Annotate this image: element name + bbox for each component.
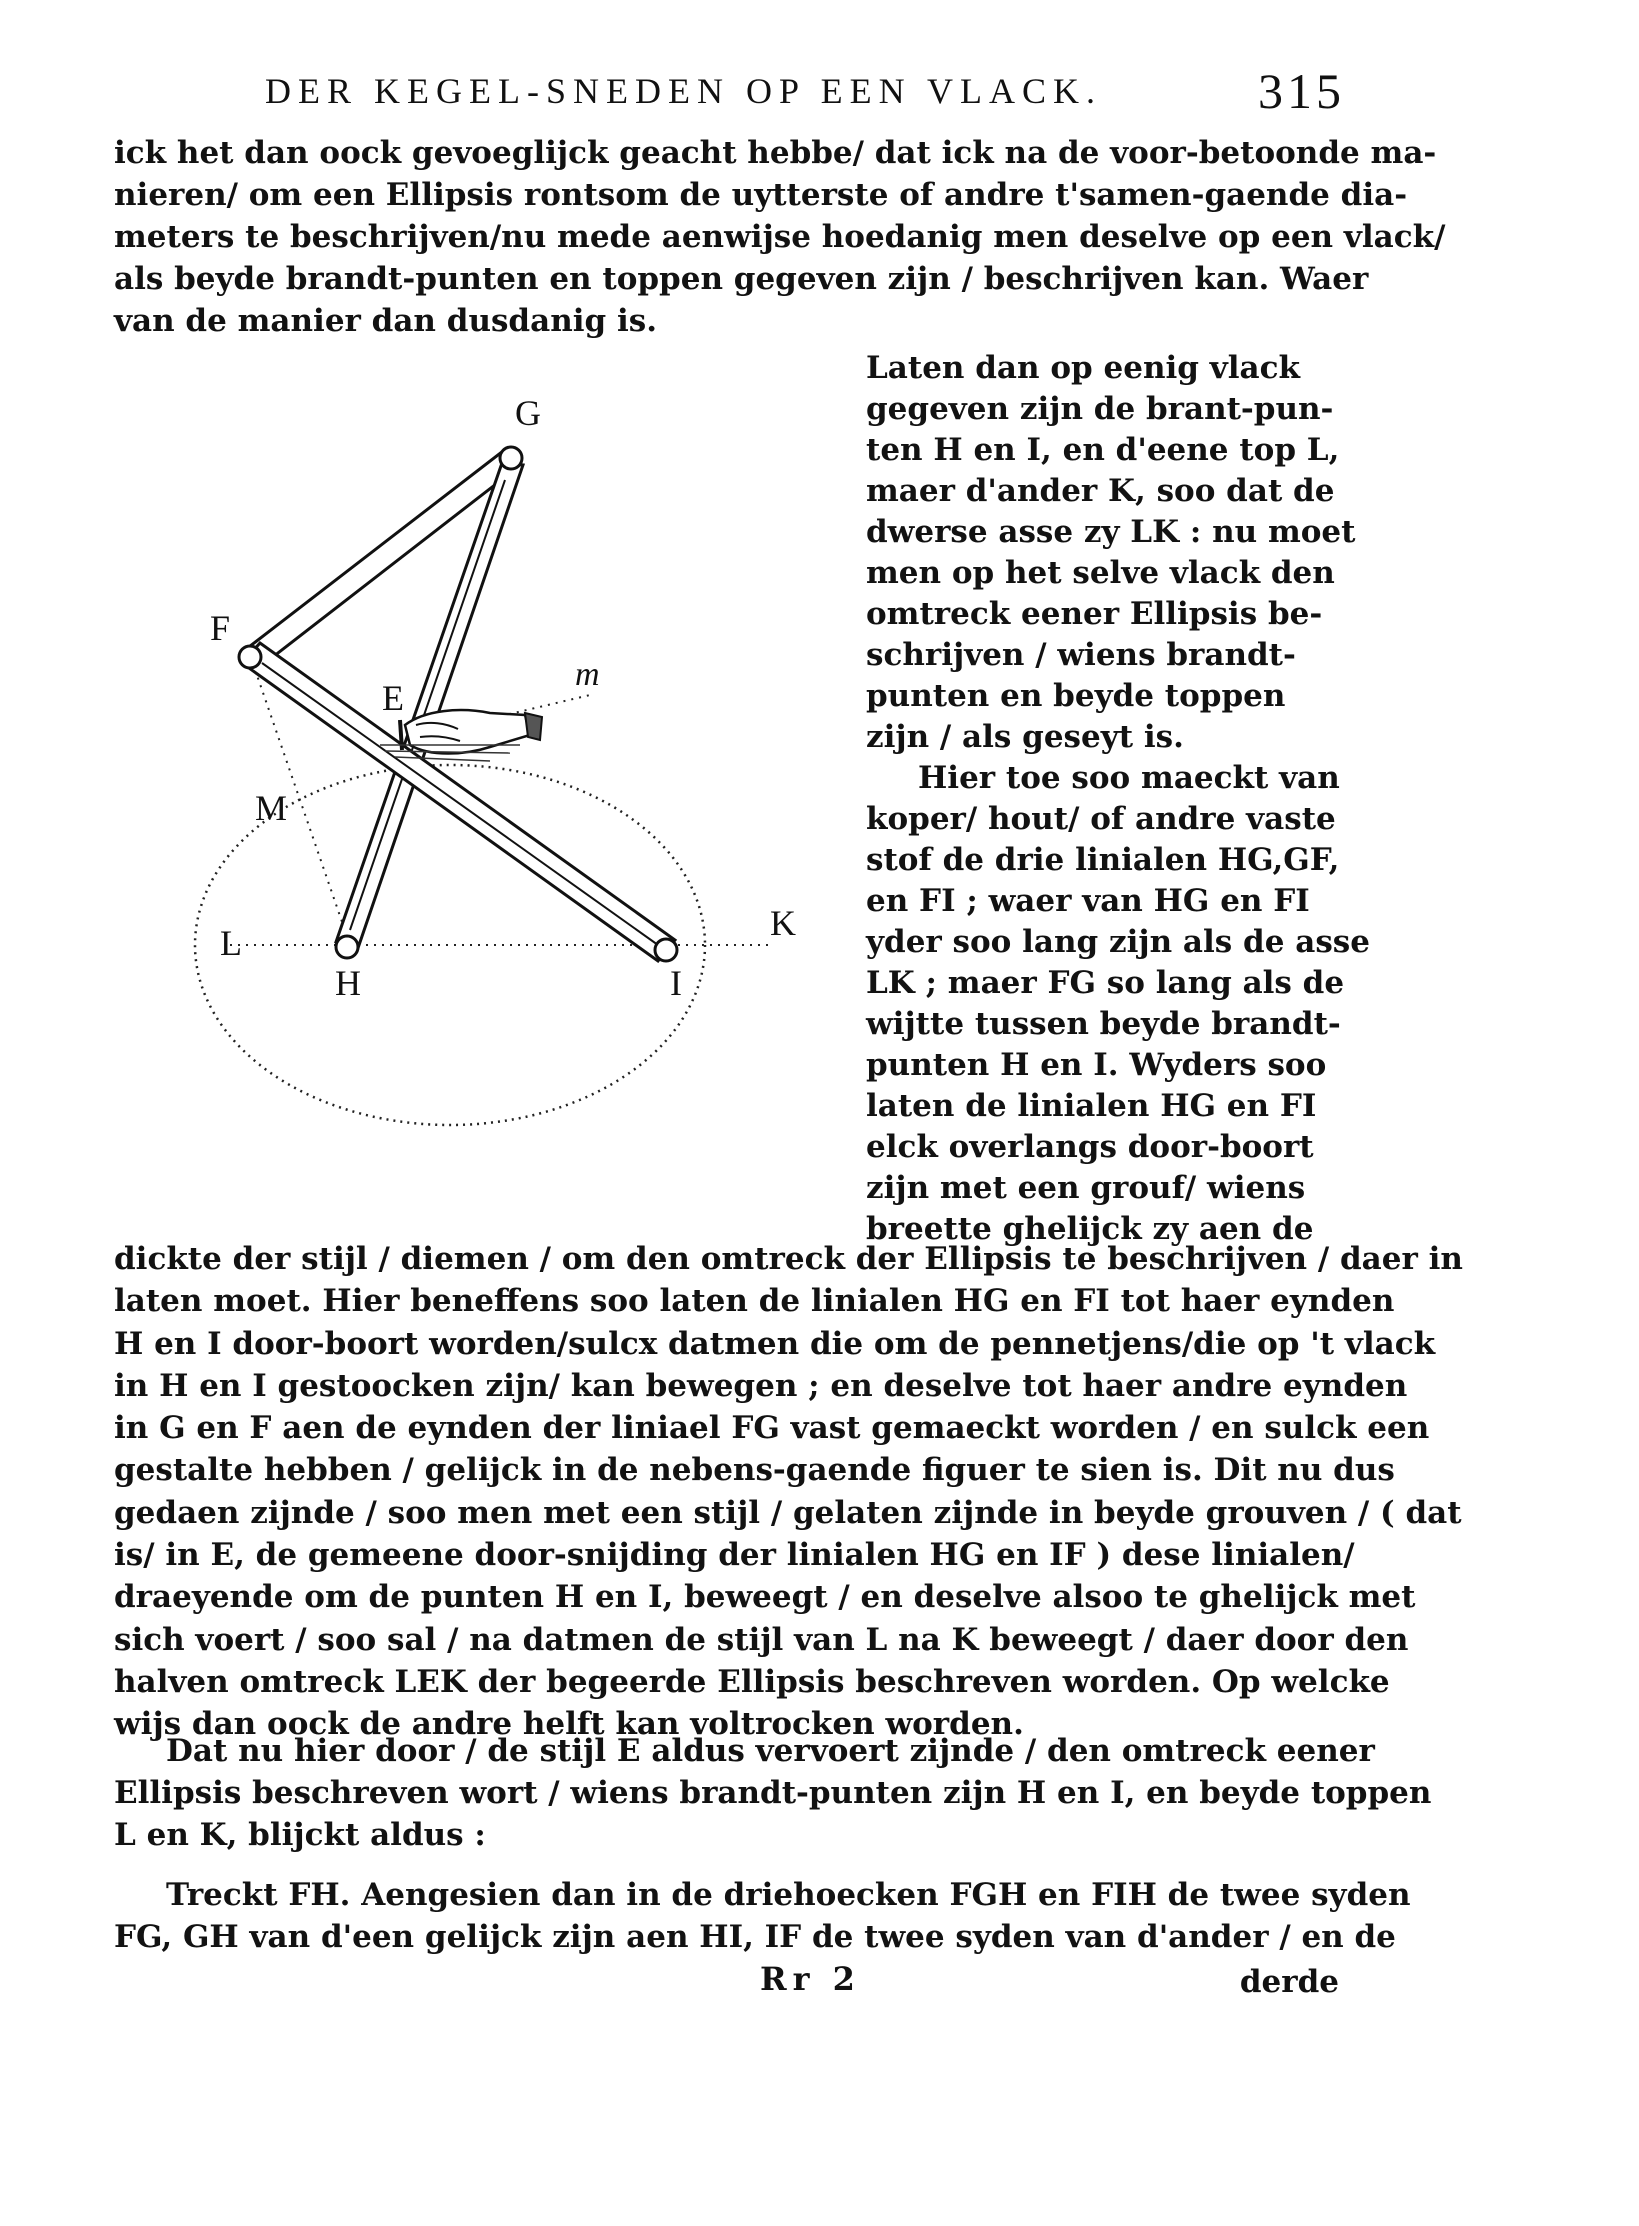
text-line: H en I door-boort worden/sulcx datmen die om de pennetjens/die op 't vlack xyxy=(114,1325,1436,1362)
proof-paragraph xyxy=(114,1874,1411,1958)
text-line: Treckt FH. Aengesien dan in de driehoecken FGH en FIH de twee syden xyxy=(166,1877,1411,1913)
text-line: dwerse asse zy LK : nu moet xyxy=(866,514,1356,550)
label-m-capital: M xyxy=(255,788,288,828)
label-i: I xyxy=(670,963,682,1003)
text-line: in G en F aen de eynden der liniael FG vast gemaeckt worden / en sulck een xyxy=(114,1410,1430,1447)
text-line: gedaen zijnde / soo men met een stijl / gelaten zijnde in beyde grouven / ( dat xyxy=(114,1494,1462,1531)
text-line: van de manier dan dusdanig is. xyxy=(114,303,657,339)
text-line: men op het selve vlack den xyxy=(866,555,1335,591)
text-line: punten en beyde toppen xyxy=(866,678,1286,714)
text-line: yder soo lang zijn als de asse xyxy=(866,924,1370,960)
text-line: Ellipsis beschreven wort / wiens brandt-punten zijn H en I, en beyde toppen xyxy=(114,1775,1432,1811)
ellipse-instrument-figure xyxy=(190,395,830,1155)
text-line: als beyde brandt-punten en toppen gegeven zijn / beschrijven kan. Waer xyxy=(114,261,1369,297)
text-line: ten H en I, en d'eene top L, xyxy=(866,432,1340,468)
ruler-fi xyxy=(242,643,675,961)
text-line: koper/ hout/ of andre vaste xyxy=(866,801,1336,837)
label-l: L xyxy=(220,923,242,963)
text-line: zijn / als geseyt is. xyxy=(866,719,1184,755)
text-line: wijs dan oock de andre helft kan voltrocken worden. xyxy=(114,1706,1024,1743)
pivot-g xyxy=(500,447,522,469)
label-f: F xyxy=(210,608,231,648)
label-k: K xyxy=(770,903,796,943)
label-h: H xyxy=(335,963,361,1003)
catchword: derde xyxy=(1239,1964,1339,2000)
label-e: E xyxy=(382,678,404,718)
text-line: laten de linialen HG en FI xyxy=(866,1088,1317,1124)
text-line: maer d'ander K, soo dat de xyxy=(866,473,1335,509)
running-title: DER KEGEL-SNEDEN OP EEN VLACK. xyxy=(265,71,1102,111)
text-line: stof de drie linialen HG,GF, xyxy=(866,842,1340,878)
page-number: 315 xyxy=(1258,63,1345,119)
text-line: L en K, blijckt aldus : xyxy=(114,1817,486,1853)
intro-paragraph xyxy=(114,132,1445,342)
text-line: laten moet. Hier beneffens soo laten de linialen HG en FI tot haer eynden xyxy=(114,1283,1395,1320)
text-line: dickte der stijl / diemen / om den omtreck der Ellipsis te beschrijven / daer in xyxy=(114,1241,1463,1277)
text-line: in H en I gestoocken zijn/ kan bewegen ; en deselve tot haer andre eynden xyxy=(114,1367,1408,1404)
text-line: omtreck eener Ellipsis be- xyxy=(866,596,1323,632)
proof-intro-paragraph xyxy=(114,1730,1431,1856)
text-line: zijn met een grouf/ wiens xyxy=(866,1170,1306,1206)
label-g: G xyxy=(515,395,541,433)
pivot-f xyxy=(239,646,261,668)
text-line: wijtte tussen beyde brandt- xyxy=(866,1006,1341,1042)
text-line: nieren/ om een Ellipsis rontsom de uytterste of andre t'samen-gaende dia- xyxy=(114,177,1408,213)
text-line: meters te beschrijven/nu mede aenwijse hoedanig men deselve op een vlack/ xyxy=(114,219,1446,255)
main-paragraph xyxy=(114,1238,1463,1746)
signature-mark: Rr 2 xyxy=(760,1960,861,1998)
text-line: gestalte hebben / gelijck in de nebens-gaende figuer te sien is. Dit nu dus xyxy=(114,1452,1395,1489)
side-column-text xyxy=(866,348,1370,1250)
text-line: is/ in E, de gemeene door-snijding der linialen HG en IF ) dese linialen/ xyxy=(114,1537,1355,1574)
text-line: punten H en I. Wyders soo xyxy=(866,1047,1327,1083)
text-line: elck overlangs door-boort xyxy=(866,1129,1314,1165)
text-line: sich voert / soo sal / na datmen de stijl van L na K beweegt / daer door den xyxy=(114,1621,1409,1658)
text-line: FG, GH van d'een gelijck zijn aen HI, IF de twee syden van d'ander / en de xyxy=(114,1919,1396,1955)
label-m-small: m xyxy=(575,656,600,693)
text-line: ick het dan oock gevoeglijck geacht hebbe/ dat ick na de voor-betoonde ma- xyxy=(114,135,1437,171)
text-line: draeyende om de punten H en I, beweegt / en deselve alsoo te ghelijck met xyxy=(114,1579,1416,1616)
text-line: Dat nu hier door / de stijl E aldus vervoert zijnde / den omtreck eener xyxy=(166,1733,1375,1769)
text-line: breette ghelijck zy aen de xyxy=(866,1211,1314,1247)
pivot-h xyxy=(336,936,358,958)
text-line: gegeven zijn de brant-pun- xyxy=(866,391,1334,427)
text-line: en FI ; waer van HG en FI xyxy=(866,883,1310,919)
text-line: halven omtreck LEK der begeerde Ellipsis beschreven worden. Op welcke xyxy=(114,1663,1390,1700)
text-line: schrijven / wiens brandt- xyxy=(866,637,1296,673)
pivot-i xyxy=(655,939,677,961)
text-line: Hier toe soo maeckt van xyxy=(918,760,1340,796)
text-line: Laten dan op eenig vlack xyxy=(866,350,1300,386)
text-line: LK ; maer FG so lang als de xyxy=(866,965,1345,1001)
